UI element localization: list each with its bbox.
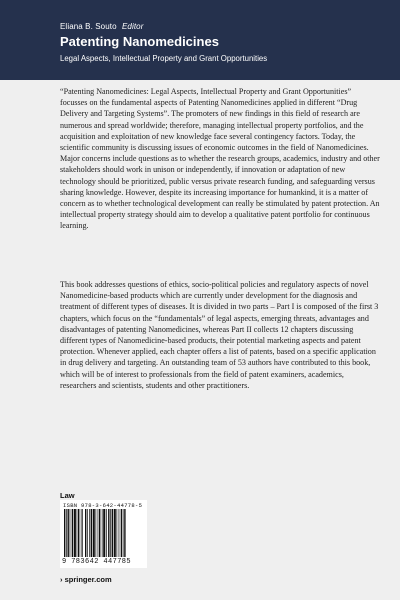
editor-line [60,22,143,31]
editor-role: Editor [121,22,144,31]
subject-category: Law [60,491,75,500]
editor-name: Eliana B. Souto [60,22,117,31]
description-paragraph-1: “Patenting Nanomedicines: Legal Aspects, Intellectual Property and Grant Opportunities” focusses on the fundamental aspects of Patenting Nanomedicines applied in different “Drug Delivery and Targeting Systems”. The promoters of new findings in this field of research are numerous and spread worldwide; therefore, managing intellectual property portfolios, and the acquisition and exploitation of new knowledge face several contingency factors. Today, the scientific community is discussing issues of economic outcomes in the field of Nanomedicines. Major concerns include questions as to whether the research groups, academics, industry and other stakeholders should work in unison or independently, if innovation or adaptation of new technology should be prioritized, public versus private research funding, and safeguarding versus sharing knowledge. However, despite its increasing importance for humankind, it is a matter of concern as to whether technological development can really be stimulated by patent protection. An intellectual property strategy should aim to develop a qualitative patent portfolio for continuous learning. [60,87,380,231]
isbn-label: ISBN 978-3-642-44778-5 [63,502,143,509]
barcode-box [60,500,147,568]
book-subtitle: Legal Aspects, Intellectual Property and Grant Opportunities [60,54,268,63]
barcode-icon [62,509,145,557]
description-paragraph-2: This book addresses questions of ethics, socio-political policies and regulatory aspects of novel Nanomedicine-based products which are currently under development for the diagnosis and treatment of different types of diseases. It is divided in two parts – Part I is composed of the first 3 chapters, which focus on the “fundamentals” of legal aspects, emerging threats, advantages and disadvantages of patenting Nanomedicines, whereas Part II collects 12 chapters discussing different types of Nanomedicine-based products, their potential marketing aspects and patent protection. Whenever applied, each chapter offers a list of patents, based on a specific application in drug delivery and targeting. An outstanding team of 53 authors have contributed to this book, which will be of interest to professionals from the field of patent examiners, academics, researchers and scientists, students and other practitioners. [60,280,379,390]
publisher-link[interactable]: › springer.com [60,575,112,584]
ean-digits: 9 783642 447785 [62,558,132,566]
book-title: Patenting Nanomedicines [60,34,219,49]
